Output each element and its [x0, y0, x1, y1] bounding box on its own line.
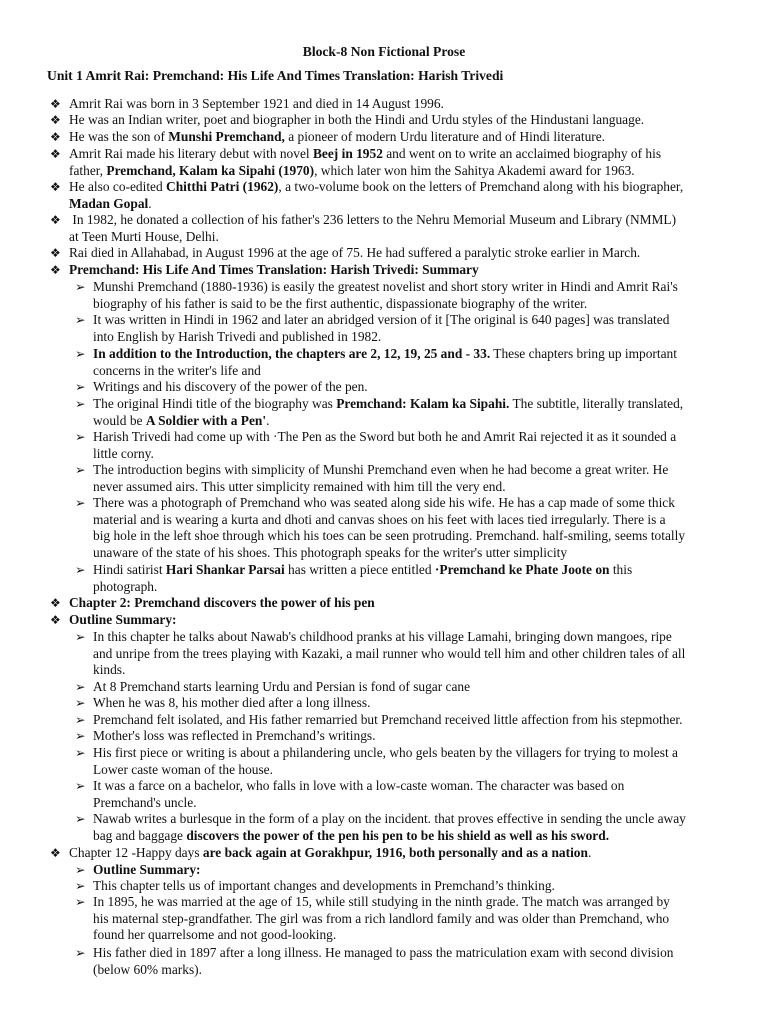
bullet-item — [69, 245, 709, 262]
arrow-bullet-icon: ➢ — [75, 346, 86, 361]
bold-text: Premchand: His Life And Times Translation: Harish Trivedi: Summary — [69, 262, 479, 277]
sub-bullet-item — [93, 462, 723, 495]
sub-bullet-item — [93, 695, 723, 712]
body-text: The subtitle, literally translated, would be — [93, 396, 684, 428]
body-text: Amrit Rai made his literary debut with novel — [69, 146, 313, 161]
bold-text: In addition to the Introduction, the chapters are 2, 12, 19, 25 and - 33. — [93, 346, 491, 361]
arrow-bullet-icon: ➢ — [75, 495, 86, 510]
bullet-item — [69, 96, 709, 113]
body-text: It was written in Hindi in 1962 and later an abridged version of it [The original is 640 pages] was translated into English by Harish Trivedi and published in 1982. — [93, 312, 670, 344]
sub-bullet-item — [93, 878, 723, 895]
body-text: Writings and his discovery of the power of the pen. — [93, 379, 368, 394]
sub-bullet-item — [93, 562, 723, 595]
document-subtitle: Unit 1 Amrit Rai: Premchand: His Life And Times Translation: Harish Trivedi — [47, 68, 504, 83]
bold-text: Madan Gopal — [69, 195, 149, 211]
sub-bullet-item — [93, 862, 723, 879]
arrow-bullet-icon: ➢ — [75, 379, 86, 394]
bold-text: Premchand: Kalam ka Sipahi. — [336, 396, 510, 411]
body-text: This chapter tells us of important changes and developments in Premchand’s thinking. — [93, 878, 555, 893]
body-text: When he was 8, his mother died after a long illness. — [93, 695, 371, 710]
arrow-bullet-icon: ➢ — [75, 679, 86, 694]
document-title: Block-8 Non Fictional Prose — [302, 44, 466, 59]
body-text: The original Hindi title of the biography was — [93, 396, 337, 411]
diamond-bullet-icon: ❖ — [50, 596, 61, 610]
diamond-bullet-icon: ❖ — [50, 130, 61, 144]
diamond-bullet-icon: ❖ — [50, 113, 61, 127]
sub-bullet-item — [93, 346, 723, 379]
bullet-item — [69, 595, 709, 612]
arrow-bullet-icon: ➢ — [75, 811, 86, 826]
body-text: There was a photograph of Premchand who was seated along side his wife. He has a cap made of some thick material and is wearing a kurta and dhoti and canvas shoes on his feet with laces tied irregularly. There is a big hole in the left shoe through which his toes can be seen protruding. Premchand. half-smiling, seems totally unaware of the state of his shoes. This photograph speaks for the writer's utter simplicity — [93, 495, 686, 560]
body-text: and went on to write an acclaimed biography of his father, — [69, 146, 662, 178]
sub-bullet-item — [93, 429, 723, 462]
body-text: His first piece or writing is about a philandering uncle, who gels beaten by the villagers for trying to molest a Lower caste woman of the house. — [93, 745, 678, 777]
arrow-bullet-icon: ➢ — [75, 745, 86, 760]
bullet-item — [69, 129, 709, 146]
body-text: His father died in 1897 after a long illness. He managed to pass the matriculation exam with second division (below 60% marks). — [93, 945, 674, 977]
bold-text: discovers the power of the pen his pen to be his shield as well as his sword. — [186, 827, 610, 843]
arrow-bullet-icon: ➢ — [75, 945, 86, 960]
arrow-bullet-icon: ➢ — [75, 462, 86, 477]
sub-bullet-item — [93, 712, 723, 729]
body-text: The introduction begins with simplicity of Munshi Premchand even when he had become a great writer. He never assumed airs. This utter simplicity remained with him till the very end. — [93, 462, 669, 494]
bullet-item — [69, 262, 709, 279]
arrow-bullet-icon: ➢ — [75, 894, 86, 909]
arrow-bullet-icon: ➢ — [75, 778, 86, 793]
arrow-bullet-icon: ➢ — [75, 562, 86, 577]
body-text: , which later won him the Sahitya Akademi award for 1963. — [314, 162, 635, 178]
sub-bullet-item — [93, 379, 723, 396]
bullet-item — [69, 146, 709, 179]
arrow-bullet-icon: ➢ — [75, 396, 86, 411]
bold-text: A Soldier with a Pen' — [145, 412, 267, 428]
diamond-bullet-icon: ❖ — [50, 263, 61, 277]
body-text: Munshi Premchand (1880-1936) is easily the greatest novelist and short story writer in Hindi and Amrit Rai's biography of his father is said to be the first authentic, dispassionate biography of the writer. — [93, 279, 678, 311]
sub-bullet-item — [93, 778, 723, 811]
diamond-bullet-icon: ❖ — [50, 613, 61, 627]
bold-text: Hari Shankar Parsai — [165, 562, 285, 577]
bullet-item — [69, 845, 709, 862]
bold-text: Outline Summary: — [69, 612, 177, 627]
bold-text: Munshi Premchand, — [168, 129, 285, 144]
body-text: In 1895, he was married at the age of 15, while still studying in the ninth grade. The match was arranged by his maternal step-grandfather. The girl was from a rich landlord family and was older than Premchand, who found her quarrelsome and not good-looking. — [93, 894, 670, 943]
sub-bullet-item — [93, 679, 723, 696]
arrow-bullet-icon: ➢ — [75, 712, 86, 727]
bold-text: are back again at Gorakhpur, 1916, both personally and as a nation — [202, 845, 588, 860]
sub-bullet-item — [93, 945, 723, 978]
diamond-bullet-icon: ❖ — [50, 846, 61, 860]
body-text: Chapter 12 -Happy days — [69, 845, 203, 860]
arrow-bullet-icon: ➢ — [75, 878, 86, 893]
arrow-bullet-icon: ➢ — [75, 312, 86, 327]
body-text: He also co-edited — [69, 179, 167, 194]
body-text: In 1982, he donated a collection of his father's 236 letters to the Nehru Memorial Museum and Library (NMML) at Teen Murti House, Delhi. — [69, 212, 677, 244]
body-text: He was the son of — [69, 129, 169, 144]
sub-bullet-item — [93, 312, 723, 345]
body-text: . — [266, 412, 270, 428]
arrow-bullet-icon: ➢ — [75, 862, 86, 877]
sub-bullet-item — [93, 728, 723, 745]
body-text: Premchand felt isolated, and His father remarried but Premchand received little affection from his stepmother. — [93, 712, 683, 727]
body-text: a pioneer of modern Urdu literature and of Hindi literature. — [284, 129, 606, 144]
sub-bullet-item — [93, 745, 723, 778]
body-text: . — [587, 845, 592, 860]
arrow-bullet-icon: ➢ — [75, 695, 86, 710]
body-text: These chapters bring up important concerns in the writer's life and — [93, 346, 677, 378]
bold-text: Beej in 1952 — [312, 146, 383, 161]
bold-text: Chitthi Patri (1962) — [166, 179, 279, 194]
body-text: Mother's loss was reflected in Premchand’s writings. — [93, 728, 376, 743]
bullet-item — [69, 112, 709, 129]
bold-text: ·Premchand ke Phate Joote on — [434, 562, 610, 577]
body-text: Rai died in Allahabad, in August 1996 at the age of 75. He had suffered a paralytic stroke earlier in March. — [69, 245, 641, 260]
body-text: has written a piece entitled — [284, 562, 435, 577]
body-text: At 8 Premchand starts learning Urdu and Persian is fond of sugar cane — [93, 679, 471, 694]
sub-bullet-item — [93, 894, 723, 944]
body-text: , a two-volume book on the letters of Premchand along with his biographer, — [278, 179, 684, 194]
body-text: He was an Indian writer, poet and biographer in both the Hindi and Urdu styles of the Hindustani language. — [69, 112, 645, 127]
body-text: Nawab writes a burlesque in the form of a play on the incident. that proves effective in sending the uncle away bag and baggage — [93, 811, 686, 843]
bullet-item — [69, 212, 709, 245]
arrow-bullet-icon: ➢ — [75, 629, 86, 644]
arrow-bullet-icon: ➢ — [75, 429, 86, 444]
sub-bullet-item — [93, 495, 723, 561]
arrow-bullet-icon: ➢ — [75, 279, 86, 294]
diamond-bullet-icon: ❖ — [50, 147, 61, 161]
body-text: Hindi satirist — [93, 562, 166, 577]
bold-text: Chapter 2: Premchand discovers the power of his pen — [69, 595, 375, 610]
diamond-bullet-icon: ❖ — [50, 97, 61, 111]
body-text: In this chapter he talks about Nawab's childhood pranks at his village Lamahi, bringing down mangoes, ripe and unripe from the trees playing with Kazaki, a mail runner who would tell him and other children tales of all kinds. — [93, 629, 686, 678]
sub-bullet-item — [93, 811, 723, 844]
sub-bullet-item — [93, 279, 723, 312]
arrow-bullet-icon: ➢ — [75, 728, 86, 743]
body-text: It was a farce on a bachelor, who falls in love with a low-caste woman. The character was based on Premchand's uncle. — [93, 778, 625, 810]
bullet-item — [69, 612, 709, 629]
diamond-bullet-icon: ❖ — [50, 246, 61, 260]
body-text: Amrit Rai was born in 3 September 1921 and died in 14 August 1996. — [69, 96, 444, 111]
diamond-bullet-icon: ❖ — [50, 180, 61, 194]
body-text: . — [148, 195, 152, 211]
sub-bullet-item — [93, 396, 723, 429]
body-text: this photograph. — [93, 562, 633, 594]
bold-text: Outline Summary: — [93, 862, 201, 877]
sub-bullet-item — [93, 629, 723, 679]
bullet-item — [69, 179, 709, 212]
body-text: Harish Trivedi had come up with ·The Pen as the Sword but both he and Amrit Rai rejected it as it sounded a little corny. — [93, 429, 677, 461]
bold-text: Premchand, Kalam ka Sipahi (1970) — [106, 162, 315, 178]
diamond-bullet-icon: ❖ — [50, 213, 61, 227]
